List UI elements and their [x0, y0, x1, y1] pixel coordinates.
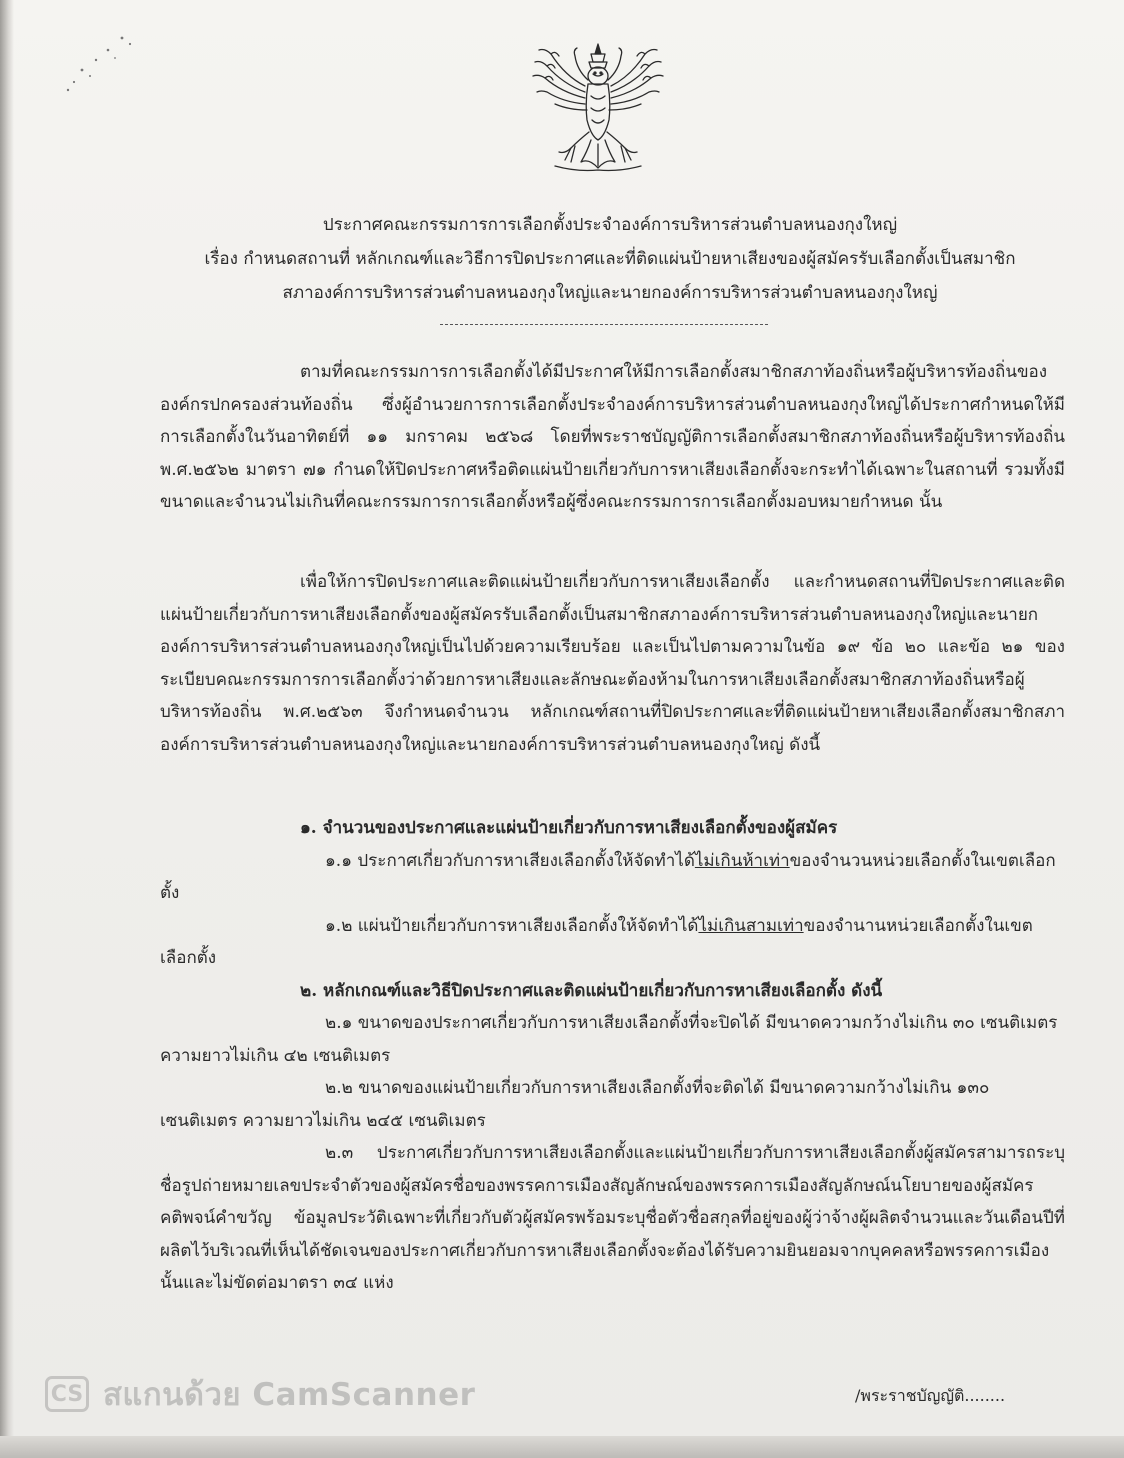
item-emphasis: ไม่เกินห้าเท่า: [694, 850, 790, 871]
item-emphasis: ไม่เกินสามเท่า: [698, 915, 804, 936]
camscanner-logo-icon: CS: [45, 1376, 89, 1412]
item-text: ของจำนวนหน่วยเลือกตั้งในเขตเลือกตั้ง: [160, 850, 1056, 903]
announcement-subject: เรื่อง กำหนดสถานที่ หลักเกณฑ์และวิธีการปิดประกาศและที่ติดแผ่นป้ายหาเสียงของผู้สมัครรับเลือกตั้งเป็นสมาชิก: [204, 249, 1016, 269]
page-edge-shadow: [0, 0, 14, 1458]
section-list: [160, 812, 1065, 1300]
item-text: ๑.๑ ประกาศเกี่ยวกับการหาเสียงเลือกตั้งให้จัดทำได้: [325, 850, 695, 871]
paragraph-1-text: ตามที่คณะกรรมการการเลือกตั้งได้มีประกาศให้มีการเลือกตั้งสมาชิกสภาท้องถิ่นหรือผู้บริหารท้องถิ่นขององค์กรปกครองส่วนท้องถิ่น ซึ่งผู้อำนวยการการเลือกตั้งประจำองค์การบริหารส่วนตำบลหนองกุงใหญ่ได้ประกาศกำหนดให้มีการเลือกตั้งในวันอาทิตย์ที่ ๑๑ มกราคม ๒๕๖๘ โดยที่พระราชบัญญัติการเลือกตั้งสมาชิกสภาท้องถิ่นหรือผู้บริหารท้องถิ่น พ.ศ.๒๕๖๒ มาตรา ๗๑ กำนดให้ปิดประกาศหรือติดแผ่นป้ายเกี่ยวกับการหาเสียงเลือกตั้งจะกระทำได้เฉพาะในสถานที่ รวมทั้งมีขนาดและจำนวนไม่เกินที่คณะกรรมการการเลือกตั้งหรือผู้ซึ่งคณะกรรมการการเลือกตั้งมอบหมายกำหนด นั้น: [160, 362, 1065, 512]
garuda-emblem-icon: [525, 40, 671, 176]
paragraph-2-text: เพื่อให้การปิดประกาศและติดแผ่นป้ายเกี่ยวกับการหาเสียงเลือกตั้ง และกำหนดสถานที่ปิดประกาศและติดแผ่นป้ายเกี่ยวกับการหาเสียงเลือกตั้งของผู้สมัครรับเลือกตั้งเป็นสมาชิกสภาองค์การบริหารส่วนตำบลหนองกุงใหญ่และนายกองค์การบริหารส่วนตำบลหนองกุงใหญ่เป็นไปด้วยความเรียบร้อย และเป็นไปตามความในข้อ ๑๙ ข้อ ๒๐ และข้อ ๒๑ ของระเบียบคณะกรรมการการเลือกตั้งว่าด้วยการหาเสียงและลักษณะต้องห้ามในการหาเสียงเลือกตั้งสมาชิกสภาท้องถิ่นหรือผู้บริหารท้องถิ่น พ.ศ.๒๕๖๓ จึงกำหนดจำนวน หลักเกณฑ์สถานที่ปิดประกาศและที่ติดแผ่นป้ายหาเสียงเลือกตั้งสมาชิกสภาองค์การบริหารส่วนตำบลหนองกุงใหญ่และนายกองค์การบริหารส่วนตำบลหนองกุงใหญ่ ดังนี้: [160, 572, 1065, 755]
camscanner-text: สแกนด้วย CamScanner: [103, 1377, 476, 1413]
section-2-item-2: ๒.๒ ขนาดของแผ่นป้ายเกี่ยวกับการหาเสียงเลือกตั้งที่จะติดได้ มีขนาดความกว้างไม่เกิน ๑๓๐ เซนติเมตร ความยาวไม่เกิน ๒๔๕ เซนติเมตร: [160, 1078, 990, 1131]
paragraph-2: [160, 566, 1065, 761]
continuation-note: /พระราชบัญญัติ........: [855, 1386, 1006, 1405]
camscanner-watermark: [45, 1372, 475, 1416]
item-text: ของจำนานหน่วยเลือกตั้งในเขตเลือกตั้ง: [160, 915, 1033, 968]
announcement-title: ประกาศคณะกรรมการการเลือกตั้งประจำองค์การบริหารส่วนตำบลหนองกุงใหญ่: [322, 215, 898, 235]
section-2-item-1: ๒.๑ ขนาดของประกาศเกี่ยวกับการหาเสียงเลือกตั้งที่จะปิดได้ มีขนาดความกว้างไม่เกิน ๓๐ เซนติเมตร ความยาวไม่เกิน ๔๒ เซนติเมตร: [160, 1013, 1058, 1066]
section-1-item-2: [160, 910, 1065, 975]
section-1-heading: ๑. จำนวนของประกาศและแผ่นป้ายเกี่ยวกับการหาเสียงเลือกตั้งของผู้สมัคร: [300, 818, 838, 838]
scan-specks: [60, 30, 140, 100]
paragraph-1: [160, 356, 1065, 519]
section-2-heading: ๒. หลักเกณฑ์และวิธีปิดประกาศและติดแผ่นป้ายเกี่ยวกับการหาเสียงเลือกตั้ง ดังนี้: [300, 980, 883, 1001]
announcement-subject-cont: สภาองค์การบริหารส่วนตำบลหนองกุงใหญ่และนายกองค์การบริหารส่วนตำบลหนองกุงใหญ่: [282, 283, 938, 303]
item-text: ๑.๒ แผ่นป้ายเกี่ยวกับการหาเสียงเลือกตั้งให้จัดทำได้: [325, 915, 699, 936]
section-2-item-3: ๒.๓ ประกาศเกี่ยวกับการหาเสียงเลือกตั้งและแผ่นป้ายเกี่ยวกับการหาเสียงเลือกตั้งผู้สมัครสามารถระบุชื่อรูปถ่ายหมายเลขประจำตัวของผู้สมัครชื่อของพรรคการเมืองสัญลักษณ์ของพรรคการเมืองสัญลักษณ์นโยบายของผู้สมัคร คติพจน์คำขวัญ ข้อมูลประวัติเฉพาะที่เกี่ยวกับตัวผู้สมัครพร้อมระบุชื่อตัวชื่อสกุลที่อยู่ของผู้ว่าจ้างผู้ผลิตจำนวนและวันเดือนปีที่ผลิตไว้บริเวณที่เห็นได้ชัดเจนของประกาศเกี่ยวกับการหาเสียงเลือกตั้งจะต้องได้รับความยินยอมจากบุคคลหรือพรรคการเมืองนั้นและไม่ขัดต่อมาตรา ๓๔ แห่ง: [160, 1143, 1065, 1293]
title-divider: [440, 324, 768, 325]
page-bottom-edge: [0, 1436, 1124, 1458]
section-1-item-1: [160, 845, 1065, 910]
